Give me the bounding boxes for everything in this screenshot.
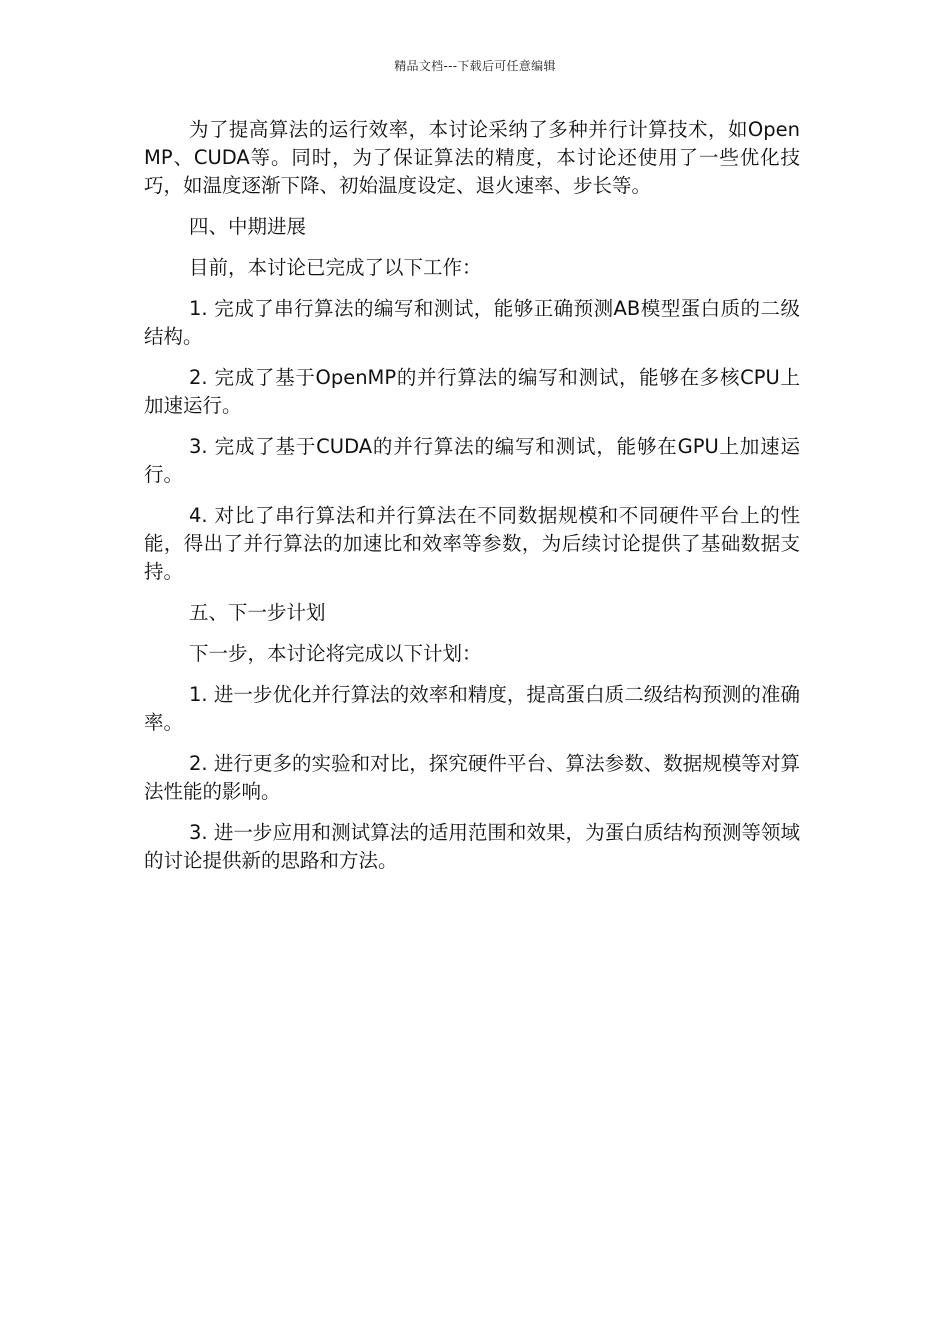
section-4-item-4: 4. 对比了串行算法和并行算法在不同数据规模和不同硬件平台上的性能，得出了并行算法的加速比和效率等参数，为后续讨论提供了基础数据支持。 — [144, 504, 800, 583]
document-body — [144, 116, 800, 888]
page-header: 精品文档---下载后可任意编辑 — [394, 59, 556, 73]
section-4-item-2: 2. 完成了基于OpenMP的并行算法的编写和测试，能够在多核CPU上加速运行。 — [144, 366, 800, 417]
section-5-title: 五、下一步计划 — [189, 601, 326, 624]
section-5-lead: 下一步，本讨论将完成以下计划： — [189, 642, 482, 665]
section-4-item-3: 3. 完成了基于CUDA的并行算法的编写和测试，能够在GPU上加速运行。 — [144, 435, 800, 486]
section-5-item-1: 1. 进一步优化并行算法的效率和精度，提高蛋白质二级结构预测的准确率。 — [144, 683, 800, 734]
section-4-title: 四、中期进展 — [189, 215, 307, 238]
section-5-item-2: 2. 进行更多的实验和对比，探究硬件平台、算法参数、数据规模等对算法性能的影响。 — [144, 752, 800, 803]
section-4-lead: 目前，本讨论已完成了以下工作： — [189, 256, 482, 279]
section-5-item-3: 3. 进一步应用和测试算法的适用范围和效果，为蛋白质结构预测等领域的讨论提供新的思路和方法。 — [144, 821, 800, 872]
section-4-item-1: 1. 完成了串行算法的编写和测试，能够正确预测AB模型蛋白质的二级结构。 — [144, 297, 800, 348]
intro-paragraph: 为了提高算法的运行效率，本讨论采纳了多种并行计算技术，如OpenMP、CUDA等。同时，为了保证算法的精度，本讨论还使用了一些优化技巧，如温度逐渐下降、初始温度设定、退火速率、步长等。 — [144, 118, 800, 197]
